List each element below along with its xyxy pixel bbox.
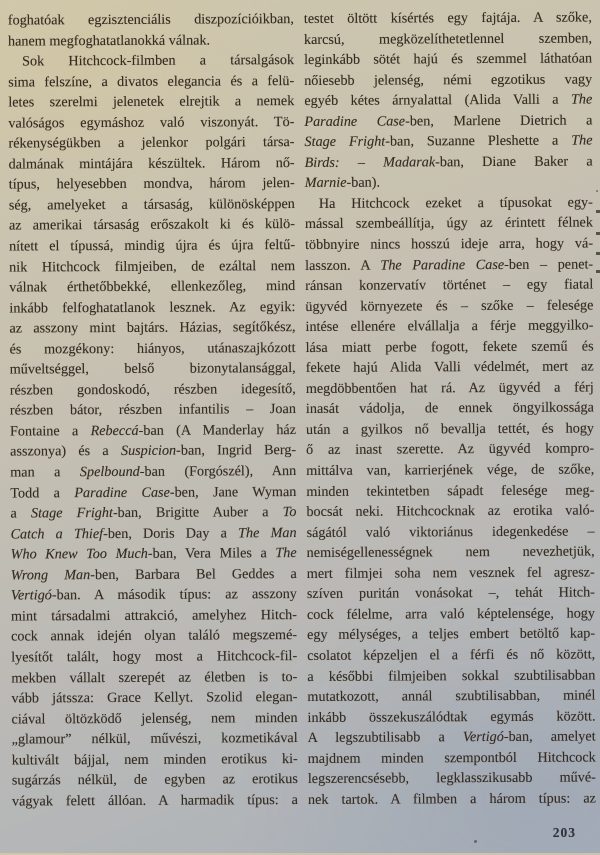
text-line: vább játssza: Grace Kellyt. Szolid elegan- <box>11 689 298 707</box>
text-line: megdöbbentően hat rá. Az ügyvéd a férj <box>305 379 594 397</box>
text-line: karcsú, megközelíthetetlennel szemben, <box>303 30 593 48</box>
text-line: A legszubtilisabb a Vertigó-ban, amelyet <box>307 728 596 747</box>
text-line: Birds: – Madarak-ban, Diane Baker a <box>304 153 593 171</box>
text-line: mekben vállalt szerepét az életben is to- <box>11 668 298 687</box>
text-line: az amerikai társaság erőszakolt ki és külö- <box>8 216 295 234</box>
right-column <box>304 7 596 810</box>
text-line: Sok Hitchcock-filmben a társalgások <box>22 52 295 70</box>
text-line: lyesítőt talált, hogy most a Hitchcock-fil- <box>11 647 298 666</box>
text-line: mint társadalmi attrakció, amelyhez Hitch- <box>10 606 298 625</box>
text-line: Wrong Man-ben, Barbara Bel Geddes a <box>10 565 297 584</box>
text-line: műveltséggel, belső bizonytalansággal, <box>9 360 296 378</box>
text-line: nőiesebb jelenség, némi egzotikus vagy <box>304 71 593 89</box>
text-line: sima felszíne, a divatos elegancia és a felü- <box>8 72 295 91</box>
text-line: mert filmjei soha nem vesznek fel agresz- <box>306 564 595 582</box>
text-line: ség, amelyeket a társaság, különösképpen <box>8 195 295 214</box>
text-line: foghatóak egzisztenciális diszpozícióikban, <box>7 11 294 29</box>
text-line: nemiségellenességnek nem nevezhetjük, <box>306 543 595 562</box>
text-line: legszerencsésebb, legklasszikusabb művé- <box>307 769 596 788</box>
text-line: részben gondoskodó, részben idegesítő, <box>9 380 296 399</box>
text-line: lasszon. A The Paradine Case-ben – penet- <box>305 256 594 274</box>
text-line: ságától való viktoriánus idegenkedése – <box>306 523 595 541</box>
text-line: egyéb kétes árnyalattal (Alida Valli a The <box>304 91 593 110</box>
text-line: fekete hajú Alida Valli védelmét, mert az <box>305 358 594 377</box>
text-line: Catch a Thief-ben, Doris Day a The Man <box>10 524 297 543</box>
text-line: minden tekintetben sápadt felesége meg- <box>306 482 595 500</box>
text-line: nített el típussá, mindig újra és újra feltű- <box>9 237 296 255</box>
text-line: inkább összekuszálódtak egymás között. <box>307 708 596 726</box>
text-line: letes szerelmi jelenetek elrejtik a nemek <box>8 93 295 111</box>
text-line: Marnie-ban). <box>304 174 381 192</box>
scan-edge-marks <box>596 210 600 300</box>
text-line: Ha Hitchcock ezeket a típusokat egy- <box>318 194 593 212</box>
left-column <box>8 9 298 812</box>
text-line: Who Knew Too Much-ban, Vera Miles a The <box>10 545 297 563</box>
text-line: dalmának mintájára készültek. Három nő- <box>8 154 295 173</box>
text-line: lása miatt perbe fogott, fekete szemű és <box>305 338 594 356</box>
text-line: Stage Fright-ban, Suzanne Pleshette a The <box>304 132 593 151</box>
text-line: rékenységükben a jelenkor polgári társa- <box>8 134 295 152</box>
text-line: inasát vádolja, de ennek öngyilkossága <box>305 399 594 418</box>
text-line: vágyak felett állóan. A harmadik típus: a <box>11 791 298 810</box>
scan-speck <box>474 840 477 843</box>
text-line: sugárzás nélkül, de egyben az erotikus <box>11 771 298 789</box>
text-line: kultivált bájjal, nem minden erotikus ki- <box>11 750 298 769</box>
text-line: cock annak idején olyan találó megszemé- <box>11 627 298 645</box>
text-line: leginkább sötét hajú és szemmel láthatóan <box>304 50 593 69</box>
text-line: valóságos egymáshoz való viszonyát. Tö- <box>8 113 295 132</box>
text-line: Todd a Paradine Case-ben, Jane Wyman <box>10 483 297 502</box>
text-line: „glamour” nélkül, művészi, kozmetikával <box>11 730 298 748</box>
text-line: inkább felfoghatatlanok lesznek. Az egyik: <box>9 298 296 317</box>
text-line: a Stage Fright-ban, Brigitte Auber a To <box>10 504 297 522</box>
text-columns <box>8 7 596 811</box>
page-number: 203 <box>552 825 576 840</box>
text-line: Vertigó-ban. A második típus: az asszony <box>10 586 297 604</box>
text-line: Fontaine a Rebeccá-ban (A Manderlay ház <box>9 421 297 440</box>
text-line: egy mélységes, a teljes embert betöltő kap- <box>307 625 596 644</box>
text-line: és mozgékony: hiányos, utánaszajkózott <box>9 339 296 358</box>
text-line: majdnem minden szempontból Hitchcock <box>307 749 596 767</box>
text-line: mással szembeállítja, úgy az érintett félnek <box>304 214 593 233</box>
text-line: Paradine Case-ben, Marlene Dietrich a <box>304 112 593 130</box>
text-line: a későbbi filmjeiben sokkal szubtilisabban <box>307 666 596 685</box>
text-line: nik Hitchcock filmjeiben, de ezáltal nem <box>9 257 296 276</box>
text-line: asszonya) és a Suspicion-ban, Ingrid Berg- <box>10 442 297 461</box>
text-line: részben bátor, részben infantilis – Joan <box>9 401 296 419</box>
text-line: cock félelme, arra való képtelensége, hogy <box>306 605 596 623</box>
text-line: mittálva van, karrierjének vége, de szőke, <box>306 461 595 479</box>
text-line: szíven puritán vonásokat –, tehát Hitch- <box>306 584 595 603</box>
text-line: bocsát neki. Hitchcocknak az erotika való- <box>306 502 595 521</box>
text-line: ciával öltözködő jelenség, nem minden <box>11 709 298 728</box>
text-line: hanem megfoghatatlanokká válnak. <box>7 32 211 50</box>
text-line: típus, helyesebben mondva, három jelen- <box>8 175 295 193</box>
text-line: többnyire nincs hosszú ideje arra, hogy vá- <box>305 235 594 253</box>
text-line: ránsan konzervatív történet – egy fiatal <box>305 276 594 295</box>
text-line: ügyvéd környezete és – szőke – felesége <box>305 297 594 315</box>
text-line: mutatkozott, annál szubtilisabban, minél <box>307 687 596 706</box>
text-line: az asszony mint bajtárs. Házias, segítőkész, <box>9 319 296 337</box>
text-line: nek tartok. A filmben a három típus: az <box>307 790 596 808</box>
text-line: man a Spelbound-ban (Forgószél), Ann <box>10 463 297 481</box>
text-line: csolatot képzeljen el a férfi és nő között, <box>307 646 596 664</box>
text-line: ő az inast szerette. Az ügyvéd kompro- <box>306 440 595 459</box>
text-line: testet öltött kísértés egy fajtája. A szőke, <box>303 9 592 27</box>
text-line: intése ellenére elvállalja a férje meggyilko- <box>305 317 594 336</box>
text-line: után a gyilkos nő bevallja tettét, és hogy <box>305 420 595 438</box>
text-line: válnak érthetőbbekké, ellenkezőleg, mind <box>9 278 296 296</box>
scan-speck <box>596 190 598 192</box>
